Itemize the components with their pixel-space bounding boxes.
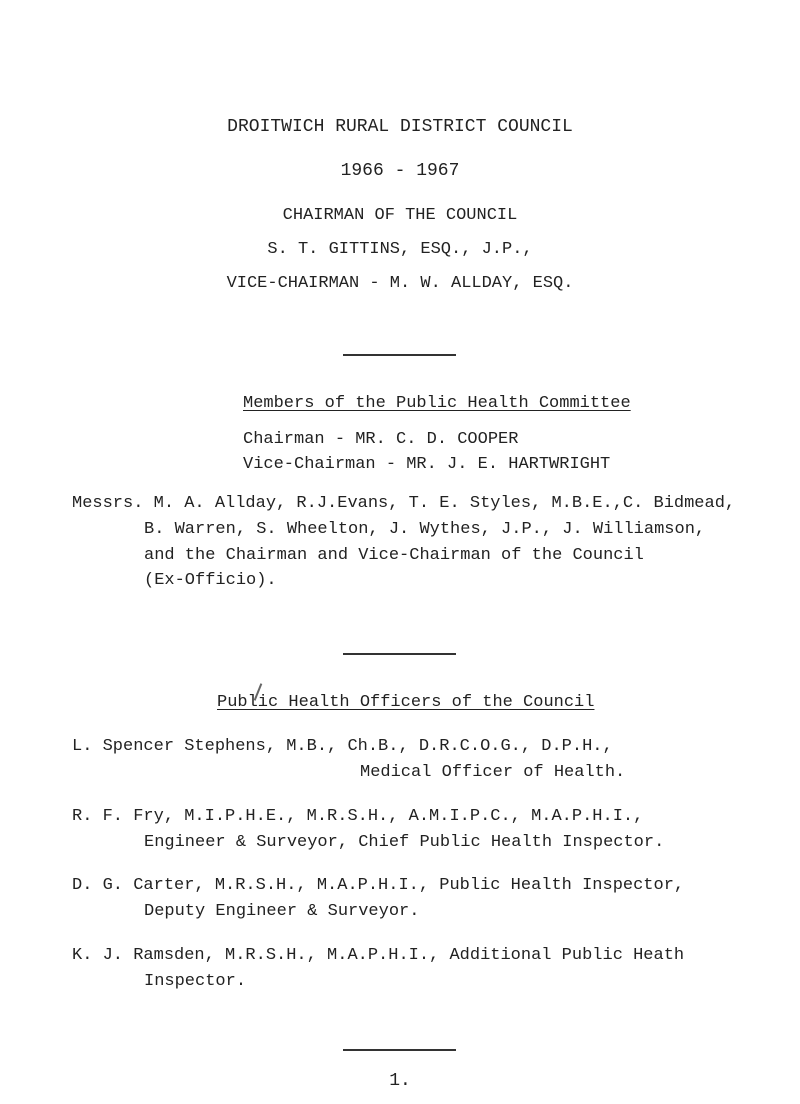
committee-chairman: Chairman - MR. C. D. COOPER [243, 430, 519, 449]
committee-vice-chairman: Vice-Chairman - MR. J. E. HARTWRIGHT [243, 455, 611, 474]
officer-4-line-2: Inspector. [144, 972, 247, 991]
officer-1-line-1: L. Spencer Stephens, M.B., Ch.B., D.R.C.O.G., D.P.H., [72, 737, 613, 756]
members-line-2: B. Warren, S. Wheelton, J. Wythes, J.P., J. Williamson, [144, 520, 706, 539]
chairman-name: S. T. GITTINS, ESQ., J.P., [267, 240, 533, 259]
members-line-4: (Ex-Officio). [144, 571, 277, 590]
officer-3-line-2: Deputy Engineer & Surveyor. [144, 902, 420, 921]
divider-2 [343, 653, 456, 655]
divider-3 [343, 1049, 456, 1051]
page-number: 1. [389, 1071, 411, 1091]
officer-2-line-1: R. F. Fry, M.I.P.H.E., M.R.S.H., A.M.I.P.C., M.A.P.H.I., [72, 807, 644, 826]
year-range: 1966 - 1967 [340, 161, 460, 181]
members-line-3: and the Chairman and Vice-Chairman of the Council [144, 546, 644, 565]
members-line-1: Messrs. M. A. Allday, R.J.Evans, T. E. Styles, M.B.E.,C. Bidmead, [72, 494, 736, 513]
officer-4-line-1: K. J. Ramsden, M.R.S.H., M.A.P.H.I., Additional Public Heath [72, 946, 685, 965]
document-title: DROITWICH RURAL DISTRICT COUNCIL [227, 117, 573, 137]
committee-heading: Members of the Public Health Committee [243, 394, 631, 413]
officers-heading: Public Health Officers of the Council [217, 693, 595, 712]
divider-1 [343, 354, 456, 356]
vice-chairman-line: VICE-CHAIRMAN - M. W. ALLDAY, ESQ. [226, 274, 574, 293]
officer-3-line-1: D. G. Carter, M.R.S.H., M.A.P.H.I., Public Health Inspector, [72, 876, 685, 895]
officer-2-line-2: Engineer & Surveyor, Chief Public Health Inspector. [144, 833, 665, 852]
chairman-heading: CHAIRMAN OF THE COUNCIL [282, 206, 518, 225]
officer-1-line-2: Medical Officer of Health. [360, 763, 626, 782]
